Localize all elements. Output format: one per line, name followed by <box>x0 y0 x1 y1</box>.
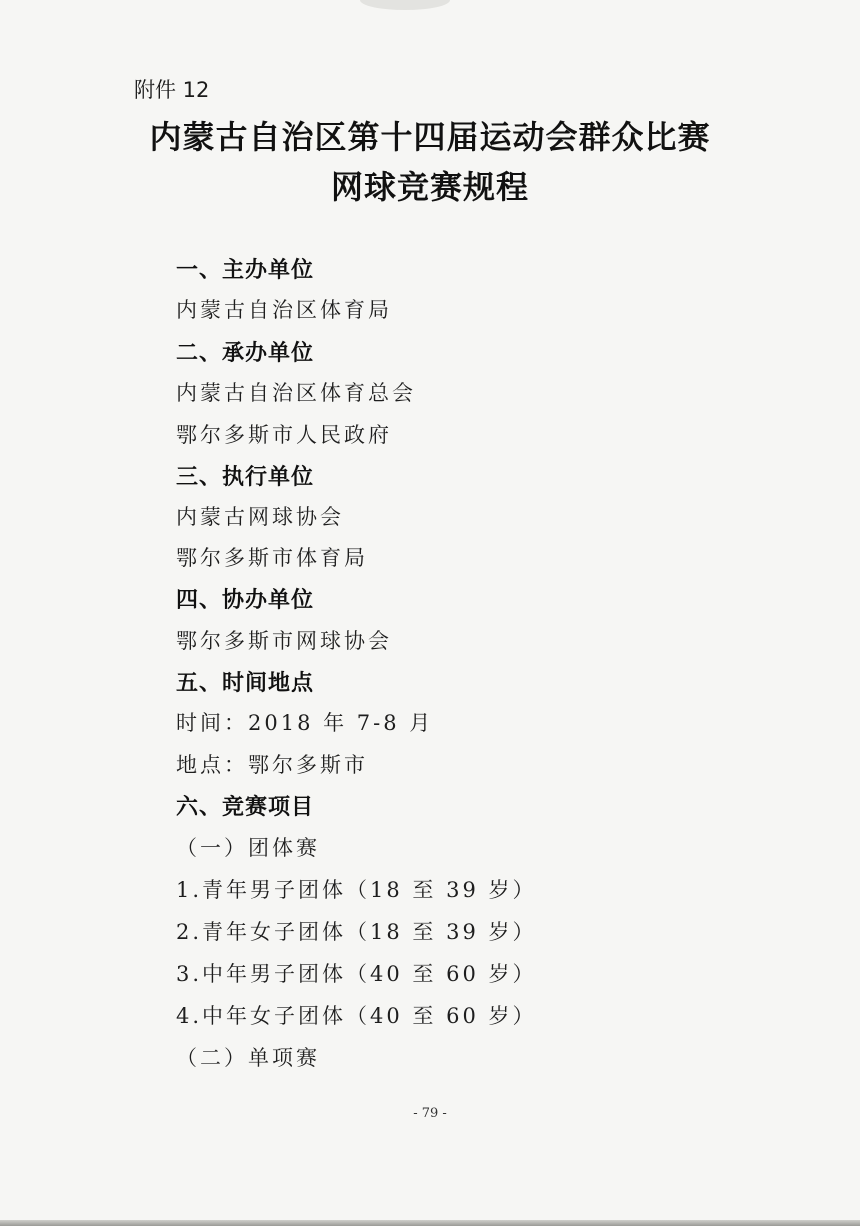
scan-smudge <box>360 0 450 10</box>
host-text-2: 鄂尔多斯市人民政府 <box>176 423 392 447</box>
event-item: 3.中年男子团体（40 至 60 岁） <box>176 962 537 986</box>
section-heading-organizer: 一、主办单位 <box>176 258 315 283</box>
time-text: 时间：2018 年 7-8 月 <box>176 711 434 735</box>
host-text-1: 内蒙古自治区体育总会 <box>176 381 416 405</box>
team-event-heading: （一）团体赛 <box>176 836 320 860</box>
event-item: 4.中年女子团体（40 至 60 岁） <box>176 1004 537 1028</box>
section-heading-time-place: 五、时间地点 <box>176 671 315 696</box>
section-heading-co-organizer: 四、协办单位 <box>176 588 315 613</box>
place-text: 地点：鄂尔多斯市 <box>176 753 368 777</box>
scan-edge <box>0 1220 860 1226</box>
page-number: - 79 - <box>413 1106 447 1121</box>
organizer-text: 内蒙古自治区体育局 <box>176 298 392 322</box>
co-organizer-text: 鄂尔多斯市网球协会 <box>176 629 392 653</box>
section-heading-host: 二、承办单位 <box>176 341 315 366</box>
attachment-label: 附件 12 <box>134 78 210 102</box>
section-heading-executor: 三、执行单位 <box>176 465 315 490</box>
event-item: 2.青年女子团体（18 至 39 岁） <box>176 920 537 944</box>
document-title: 内蒙古自治区第十四届运动会群众比赛 <box>149 118 711 156</box>
individual-event-heading: （二）单项赛 <box>176 1046 320 1070</box>
event-item: 1.青年男子团体（18 至 39 岁） <box>176 878 537 902</box>
document-subtitle: 网球竞赛规程 <box>330 168 529 206</box>
executor-text-2: 鄂尔多斯市体育局 <box>176 546 368 570</box>
section-heading-events: 六、竞赛项目 <box>176 795 315 820</box>
executor-text-1: 内蒙古网球协会 <box>176 505 344 529</box>
